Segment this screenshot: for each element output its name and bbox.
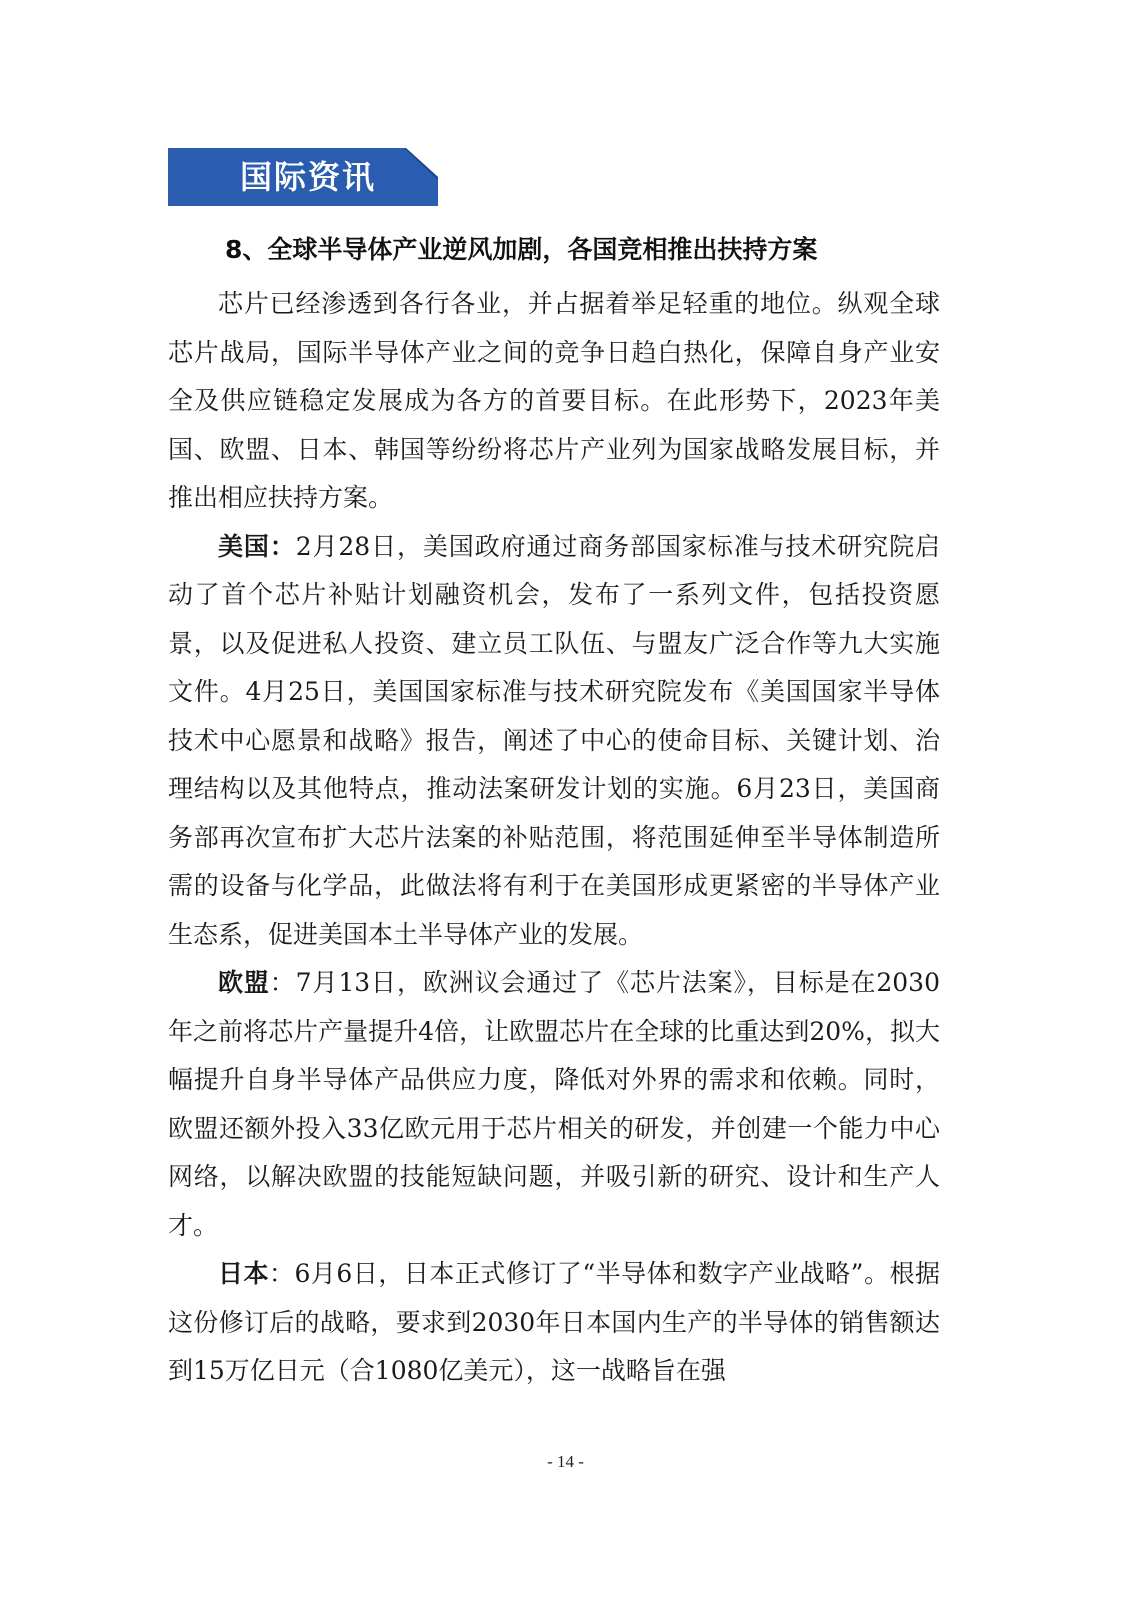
intro-paragraph: 芯片已经渗透到各行各业，并占据着举足轻重的地位。纵观全球芯片战局，国际半导体产业之间的竞争日趋白热化，保障自身产业安全及供应链稳定发展成为各方的首要目标。在此形势下，2023年美国、欧盟、日本、韩国等纷纷将芯片产业列为国家战略发展目标，并推出相应扶持方案。 [168, 289, 940, 512]
page-number: - 14 - [547, 1452, 584, 1471]
usa-text: 2月28日，美国政府通过商务部国家标准与技术研究院启动了首个芯片补贴计划融资机会，发布了一系列文件，包括投资愿景，以及促进私人投资、建立员工队伍、与盟友广泛合作等九大实施文件。4月25日，美国国家标准与技术研究院发布《美国国家半导体技术中心愿景和战略》报告，阐述了中心的使命目标、关键计划、治理结构以及其他特点，推动法案研发计划的实施。6月23日，美国商务部再次宣布扩大芯片法案的补贴范围，将范围延伸至半导体制造所需的设备与化学品，此做法将有利于在美国形成更紧密的半导体产业生态系，促进美国本土半导体产业的发展。 [168, 531, 940, 949]
eu-paragraph [168, 959, 940, 1250]
usa-paragraph [168, 523, 940, 960]
japan-paragraph [168, 1250, 940, 1396]
section-banner-title: 国际资讯 [240, 158, 377, 196]
article-body [168, 280, 940, 1396]
japan-label: 日本 [218, 1259, 270, 1288]
usa-label: 美国： [218, 531, 296, 561]
section-banner [168, 148, 438, 206]
article-title: 8、全球半导体产业逆风加剧，各国竞相推出扶持方案 [225, 235, 818, 264]
eu-label: 欧盟 [218, 968, 270, 997]
japan-text: ：6月6日，日本正式修订了“半导体和数字产业战略”。根据这份修订后的战略，要求到2030年日本国内生产的半导体的销售额达到15万亿日元（合1080亿美元），这一战略旨在强 [168, 1259, 940, 1385]
eu-text: ：7月13日，欧洲议会通过了《芯片法案》，目标是在2030年之前将芯片产量提升4倍，让欧盟芯片在全球的比重达到20%，拟大幅提升自身半导体产品供应力度，降低对外界的需求和依赖。同时，欧盟还额外投入33亿欧元用于芯片相关的研发，并创建一个能力中心网络，以解决欧盟的技能短缺问题，并吸引新的研究、设计和生产人才。 [168, 968, 940, 1240]
